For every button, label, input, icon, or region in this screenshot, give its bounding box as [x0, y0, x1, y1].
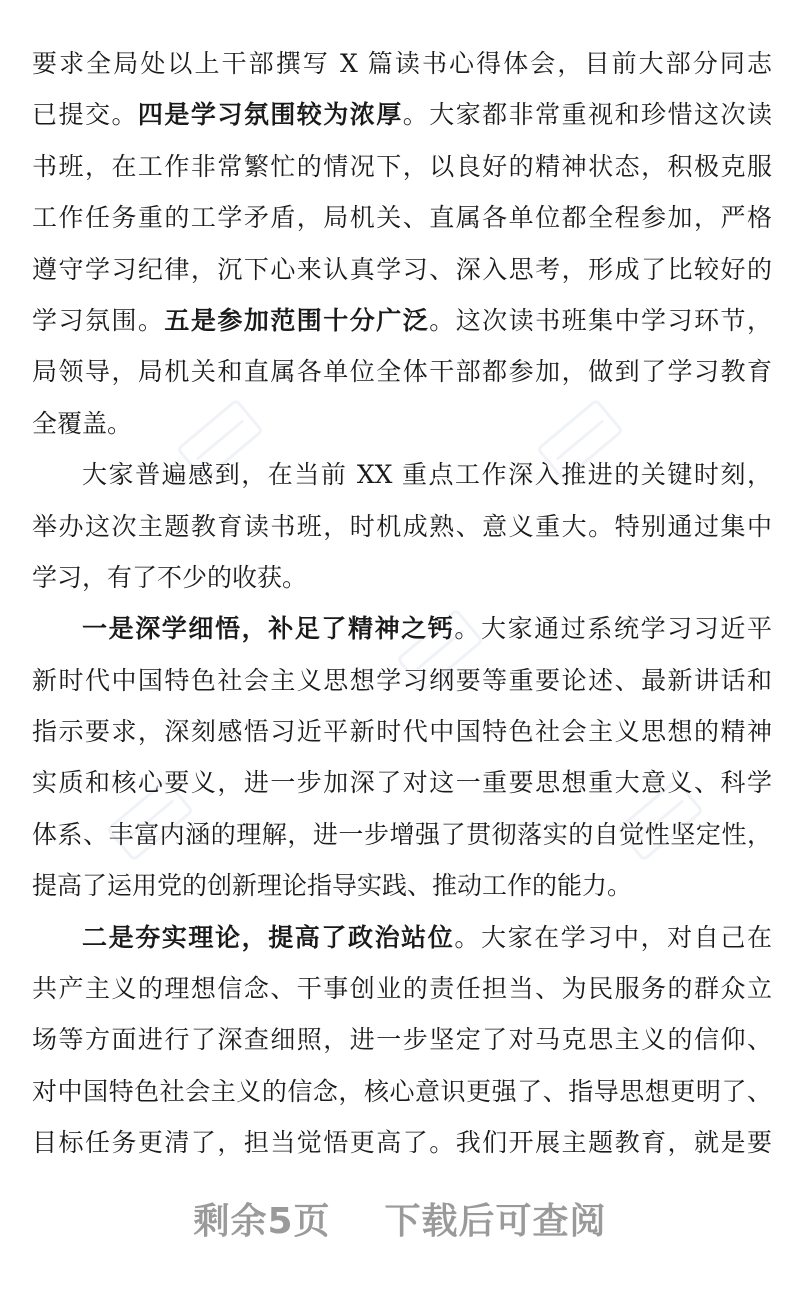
text-segment: 要求全局处以上干部撰写 X 篇读书心得体会，目前大部分同志 [32, 49, 772, 78]
bold-heading-segment: 二是夯实理论，提高了政治站位 [82, 922, 455, 952]
text-segment: 新时代中国特色社会主义思想学习纲要等重要论述、最新讲话和 [32, 665, 772, 695]
text-line [32, 706, 772, 757]
text-line [32, 501, 772, 552]
remaining-pages-label: 剩余5页 [193, 1201, 331, 1242]
text-segment: 对中国特色社会主义的信念，核心意识更强了、指导思想更明了、 [32, 1076, 772, 1106]
text-line [32, 552, 772, 603]
bold-heading-segment: 四是学习氛围较为浓厚 [137, 100, 403, 130]
text-segment: 书班，在工作非常繁忙的情况下，以良好的精神状态，积极克服 [32, 151, 772, 181]
text-line [32, 346, 772, 397]
text-segment: 。大家在学习中，对自己在 [454, 922, 772, 952]
download-to-view-label: 下载后可查阅 [384, 1201, 607, 1242]
text-segment: 指示要求，深刻感悟习近平新时代中国特色社会主义思想的精神 [32, 717, 772, 747]
text-segment: 场等方面进行了深查细照，进一步坚定了对马克思主义的信仰、 [32, 1025, 772, 1055]
text-segment: 学习，有了不少的收获。 [32, 562, 308, 592]
text-segment: 学习氛围。 [32, 305, 165, 335]
text-line [32, 192, 772, 243]
bold-heading-segment: 一是深学细悟，补足了精神之钙 [82, 614, 455, 644]
text-line [32, 244, 772, 295]
text-segment: 已提交。 [32, 100, 138, 130]
text-line [32, 295, 772, 346]
text-line [32, 398, 772, 449]
text-segment: 提高了运用党的创新理论指导实践、推动工作的能力。 [32, 871, 633, 901]
text-line [32, 89, 772, 140]
text-line [32, 912, 772, 963]
text-segment: 目标任务更清了，担当觉悟更高了。我们开展主题教育，就是要 [32, 1128, 772, 1158]
text-line [32, 141, 772, 192]
text-line [32, 757, 772, 808]
text-segment: 共产主义的理想信念、干事创业的责任担当、为民服务的群众立 [32, 974, 772, 1004]
text-segment: 大家普遍感到，在当前 XX 重点工作深入推进的关键时刻， [82, 460, 772, 490]
text-line [32, 1014, 772, 1065]
text-line [32, 38, 772, 89]
text-segment: 局领导，局机关和直属各单位全体干部都参加，做到了学习教育 [32, 357, 772, 387]
text-segment: 工作任务重的工学矛盾，局机关、直属各单位都全程参加，严格 [32, 203, 772, 233]
text-line [32, 1066, 772, 1117]
document-body [32, 38, 772, 1169]
text-segment: 遵守学习纪律，沉下心来认真学习、深入思考，形成了比较好的 [32, 254, 772, 284]
download-prompt[interactable] [0, 1193, 800, 1244]
text-line [32, 603, 772, 654]
text-segment: 举办这次主题教育读书班，时机成熟、意义重大。特别通过集中 [32, 511, 772, 541]
text-line [32, 1117, 772, 1168]
text-segment: 。大家都非常重视和珍惜这次读 [402, 100, 772, 130]
text-segment: 实质和核心要义，进一步加深了对这一重要思想重大意义、科学 [32, 768, 772, 798]
text-line [32, 449, 772, 500]
text-segment: 全覆盖。 [32, 408, 133, 438]
text-line [32, 809, 772, 860]
text-line [32, 963, 772, 1014]
text-segment: 体系、丰富内涵的理解，进一步增强了贯彻落实的自觉性坚定性， [32, 819, 772, 849]
text-line [32, 860, 772, 911]
text-line [32, 655, 772, 706]
bold-heading-segment: 五是参加范围十分广泛 [164, 305, 430, 335]
text-segment: 。这次读书班集中学习环节， [429, 305, 772, 335]
text-segment: 。大家通过系统学习习近平 [454, 614, 772, 644]
